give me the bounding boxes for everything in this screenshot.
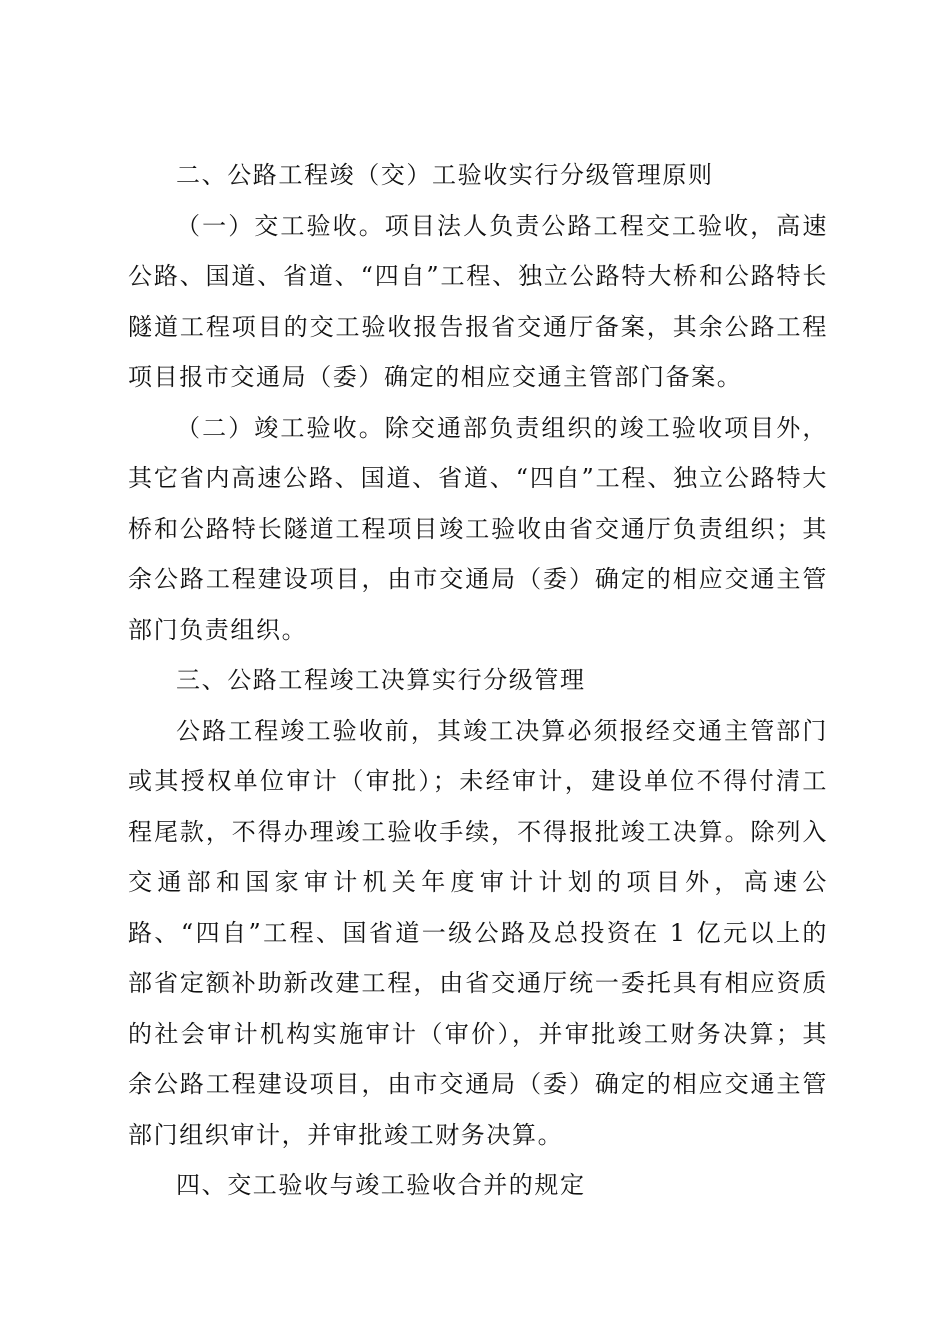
section-heading-4: 四、交工验收与竣工验收合并的规定	[176, 1171, 586, 1199]
document-body	[128, 150, 828, 1211]
paragraph-completion-acceptance: （二）竣工验收。除交通部负责组织的竣工验收项目外，其它省内高速公路、国道、省道、“四自”工程、独立公路特大桥和公路特长隧道工程项目竣工验收由省交通厅负责组织；其余公路工程建设项目，由市交通局（委）确定的相应交通主管部门负责组织。	[128, 413, 828, 644]
section-heading-2: 二、公路工程竣（交）工验收实行分级管理原则	[176, 161, 714, 189]
paragraph-handover-acceptance: （一）交工验收。项目法人负责公路工程交工验收，高速公路、国道、省道、“四自”工程、独立公路特大桥和公路特长隧道工程项目的交工验收报告报省交通厅备案，其余公路工程项目报市交通局（委）确定的相应交通主管部门备案。	[128, 211, 828, 391]
section-heading-3: 三、公路工程竣工决算实行分级管理	[176, 666, 586, 694]
paragraph-final-accounts: 公路工程竣工验收前，其竣工决算必须报经交通主管部门或其授权单位审计（审批）；未经审计，建设单位不得付清工程尾款，不得办理竣工验收手续，不得报批竣工决算。除列入交通部和国家审计机关年度审计计划的项目外，高速公路、“四自”工程、国省道一级公路及总投资在 1 亿元以上的部省定额补助新改建工程，由省交通厅统一委托具有相应资质的社会审计机构实施审计（审价），并审批竣工财务决算；其余公路工程建设项目，由市交通局（委）确定的相应交通主管部门组织审计，并审批竣工财务决算。	[128, 716, 828, 1149]
